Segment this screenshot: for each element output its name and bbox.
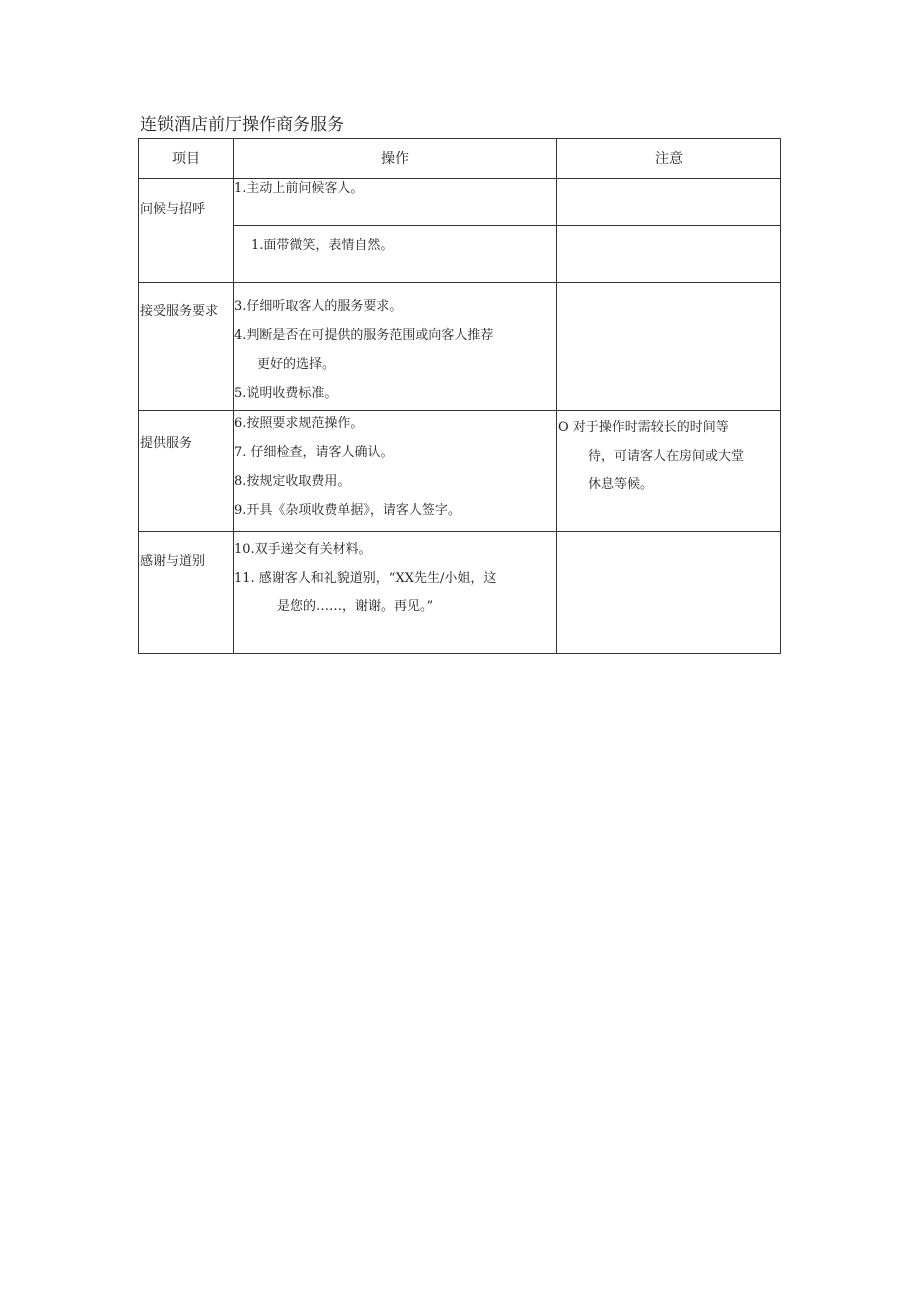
- item-accept-request: 接受服务要求: [140, 304, 219, 319]
- header-item: 项目: [172, 151, 200, 167]
- operation-line: 5.说明收费标准。: [234, 386, 338, 401]
- operation-line: 3.仔细听取客人的服务要求。: [234, 299, 403, 314]
- operation-line: 是您的……，谢谢。再见。”: [277, 599, 434, 614]
- operation-line: 10.双手递交有关材料。: [234, 542, 372, 557]
- item-thanks-farewell: 感谢与道别: [140, 554, 206, 569]
- row-divider: [233, 225, 780, 226]
- operation-line: 11. 感谢客人和礼貌道别，“XX先生/小姐，这: [234, 571, 497, 586]
- note-line: 休息等候。: [588, 477, 654, 492]
- header-note: 注意: [655, 151, 683, 167]
- operation-line: 更好的选择。: [257, 357, 336, 372]
- item-greeting: 问候与招呼: [140, 202, 206, 217]
- column-divider: [556, 139, 557, 653]
- row-divider: [139, 282, 780, 283]
- operation-line: 6.按照要求规范操作。: [234, 416, 364, 431]
- item-provide-service: 提供服务: [140, 436, 193, 451]
- operation-line: 1.面带微笑，表情自然。: [251, 238, 394, 253]
- operation-line: 7. 仔细检查，请客人确认。: [234, 445, 394, 460]
- note-line: O 对于操作时需较长的时间等: [558, 420, 729, 435]
- operation-line: 9.开具《杂项收费单据》，请客人签字。: [234, 503, 461, 518]
- note-line: 待，可请客人在房间或大堂: [588, 449, 745, 464]
- header-operation: 操作: [381, 151, 409, 167]
- operation-line: 8.按规定收取费用。: [234, 474, 351, 489]
- operation-line: 4.判断是否在可提供的服务范围或向客人推荐: [234, 328, 494, 343]
- row-divider: [139, 531, 780, 532]
- service-table: [138, 138, 781, 654]
- operation-line: 1.主动上前问候客人。: [234, 181, 364, 196]
- document-title: 连锁酒店前厅操作商务服务: [140, 115, 344, 135]
